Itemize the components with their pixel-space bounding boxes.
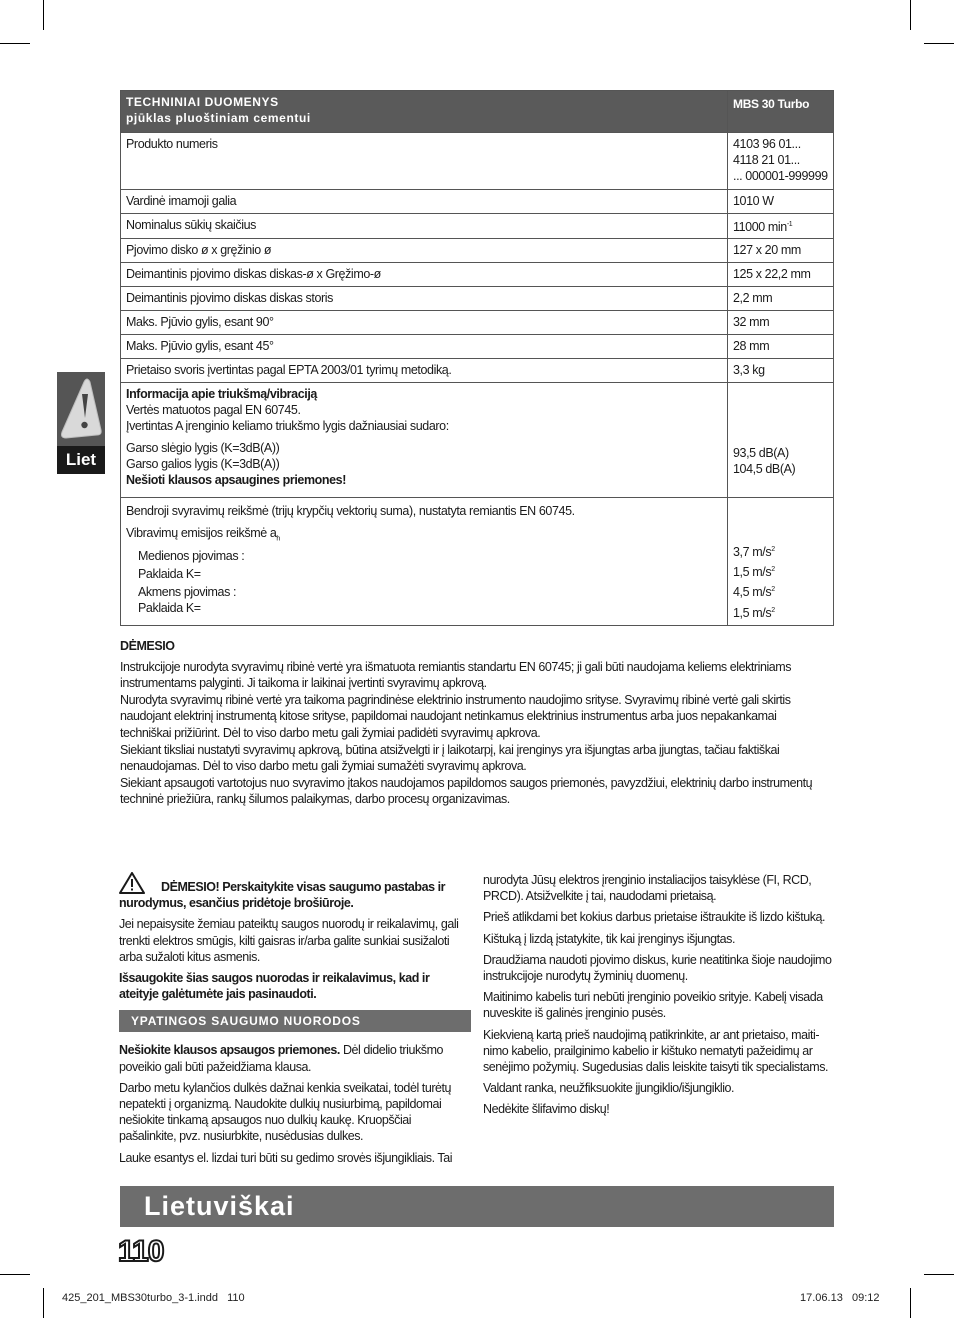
crop-mark	[43, 1288, 44, 1318]
safety-paragraph: Prieš atlikdami bet kokius darbus prietaise ištraukite iš lizdo kištuką.	[483, 910, 826, 925]
table-row	[121, 214, 834, 239]
table-row	[121, 190, 834, 214]
attention-line: techninė priežiūra, rankų šilumos palaikymas, darbo procesų organizavimas.	[120, 792, 510, 807]
safety-paragraph: Nešiokite klausos apsaugos priemones. Dėl didelio triukšmo poveikio gali būti pažeidžiama klausa.	[119, 1043, 444, 1074]
exclamation-icon	[57, 372, 105, 446]
safety-paragraph: Valdant ranka, neužfiksuokite įjungiklio/išjungiklio.	[483, 1081, 735, 1096]
ear-protection-note: Nešioti klausos apsaugines priemones!	[126, 473, 346, 488]
safety-paragraph: Maitinimo kabelis turi nebūti įrenginio poveikio srityje. Kabelį visada nuveskite iš galinės įrenginio pusės.	[483, 990, 823, 1021]
safety-paragraph: Draudžiama naudoti pjovimo diskus, kurie neatitinka šioje naudojimo instrukcijoje nurodytų žyminių duomenų.	[483, 952, 832, 984]
table-row	[121, 133, 834, 190]
warning-panel	[57, 372, 105, 446]
language-side-tab	[57, 372, 105, 474]
table-row	[121, 359, 834, 383]
row-value: 32 mm	[728, 311, 834, 335]
crop-mark	[0, 1274, 30, 1275]
table-row	[121, 335, 834, 359]
safety-left-column	[119, 872, 471, 1171]
attention-section	[120, 638, 834, 808]
row-value: 3,3 kg	[728, 359, 834, 383]
table-header-title: TECHNINIAI DUOMENYS pjūklas pluoštiniam cementui	[121, 91, 728, 133]
safety-paragraph: nurodyta Jūsų elektros įrenginio instaliacijos taisyklėse (FI, RCD, PRCD). Atsižvelkite į tai, naudodami prietaisą.	[483, 873, 812, 904]
safety-warning: DĖMESIO! Perskaitykite visas saugumo pastabas ir nurodymus, esančius pridėtoje brošiūroje.	[119, 872, 471, 911]
row-label: Deimantinis pjovimo diskas diskas storis	[121, 287, 728, 311]
safety-paragraph: Nedėkite šlifavimo diskų!	[483, 1102, 610, 1117]
language-title-bar: Lietuviškai	[120, 1186, 834, 1227]
safety-right-column	[483, 872, 835, 1123]
crop-mark	[910, 1288, 911, 1318]
table-row	[121, 311, 834, 335]
crop-mark	[0, 43, 30, 44]
table-header-model: MBS 30 Turbo	[728, 91, 834, 133]
table-row	[121, 239, 834, 263]
safety-paragraph: Kištuką į lizdą įstatykite, tik kai įrenginys išjungtas.	[483, 931, 735, 946]
row-label: Maks. Pjūvio gylis, esant 90°	[121, 311, 728, 335]
row-label: Maks. Pjūvio gylis, esant 45°	[121, 335, 728, 359]
attention-line: naudojant elektrinį instrumentą kitose srityse, papildomai naudojant netinkamus elektrinius instrumentus arba juos nepakankamai	[120, 709, 777, 724]
row-label: Produkto numeris	[121, 133, 728, 190]
page-number: 110	[118, 1235, 164, 1268]
crop-mark	[924, 1274, 954, 1275]
safety-paragraph: Jei nepaisysite žemiau pateiktų saugos nuorodų ir reikalavimų, gali trenkti elektros smūgis, kilti gaisras ir/arba galite sunkiai susižaloti arba sužaloti kitus asmenis.	[119, 917, 459, 964]
row-label: Nominalus sūkių skaičius	[121, 214, 728, 239]
vibration-info: Bendroji svyravimų reikšmė (trijų krypčių vektorių suma), nustatyta remiantis EN 60745. Vibravimų emisijos reikšmė $a_h$ Medienos pjovimas : Paklaida K= Akmens pjovimas : Paklaida K=	[121, 498, 728, 626]
row-value: 1010 W	[728, 190, 834, 214]
attention-heading: DĖMESIO	[120, 639, 175, 653]
section-title-bar: YPATINGOS SAUGUMO NUORODOS	[119, 1010, 471, 1032]
row-label: Pjovimo disko ø x gręžinio ø	[121, 239, 728, 263]
noise-values: 93,5 dB(A) 104,5 dB(A)	[728, 383, 834, 498]
safety-paragraph: Išsaugokite šias saugos nuorodas ir reikalavimus, kad ir ateityje galėtumėte jais pasinaudoti.	[119, 971, 430, 1002]
slug-date-time: 17.06.13 09:12	[800, 1292, 880, 1304]
noise-info: Informacija apie triukšmą/vibraciją Vertės matuotos pagal EN 60745. Įvertintas A įrenginio keliamo triukšmo lygis dažniausiai sudaro: Garso slėgio lygis (K=3dB(A)) Garso galios lygis (K=3dB(A)) Nešioti klausos apsaugines priemones!	[121, 383, 728, 498]
row-value: 28 mm	[728, 335, 834, 359]
attention-line: techniškai prižiūrint. Dėl to viso darbo metu gali žymiai padidėti svyravimų apkrova.	[120, 725, 541, 740]
safety-paragraph: Kiekvieną kartą prieš naudojimą patikrinkite, ar ant prietaiso, maiti-nimo kabelio, prailginimo kabelio ir kištuko nematyti pažeidimų ar senėjimo požymių. Sugedusias dalis leiskite taisyti tik specialistams.	[483, 1027, 829, 1075]
table-header-row	[121, 91, 834, 133]
attention-line: Instrukcijoje nurodyta svyravimų ribinė vertė yra išmatuota remiantis standartu EN 60745; ji gali būti naudojama keliems elektriniams	[120, 659, 792, 674]
slug-file-info: 425_201_MBS30turbo_3-1.indd 110	[62, 1292, 245, 1304]
row-value: 125 x 22,2 mm	[728, 263, 834, 287]
vibration-values: 3,7 $m/s^2$ 1,5 $m/s^2$ 4,5 $m/s^2$ 1,5 $m/s^2$	[728, 498, 834, 626]
row-label: Deimantinis pjovimo diskas diskas-ø x Gręžimo-ø	[121, 263, 728, 287]
vibration-row	[121, 498, 834, 626]
attention-line: Siekiant tiksliai nustatyti svyravimų apkrovą, būtina atsižvelgti ir į laikotarpį, kai įrenginys yra išjungtas arba įjungtas, tačiau faktiškai	[120, 742, 780, 757]
crop-mark	[924, 43, 954, 44]
attention-line: Siekiant apsaugoti vartotojus nuo svyravimo įtakos naudojamos papildomos saugos priemonės, pavyzdžiui, elektrinių darbo instrumentų	[120, 775, 813, 790]
safety-paragraph: Lauke esantys el. lizdai turi būti su gedimo srovės išjungikliais. Tai	[119, 1150, 453, 1165]
row-value: 11000 $\min^{-1}$	[728, 214, 834, 239]
noise-row	[121, 383, 834, 498]
language-tab-label: Liet	[57, 446, 105, 474]
row-value: 127 x 20 mm	[728, 239, 834, 263]
attention-line: Nurodyta svyravimų ribinė vertė yra taikoma pagrindinėse elektrinio instrumento naudojimo srityse. Svyravimų ribinė vertė gali skirtis	[120, 692, 791, 707]
crop-mark	[43, 0, 44, 30]
warning-triangle-icon	[119, 872, 145, 894]
row-value: 2,2 mm	[728, 287, 834, 311]
safety-paragraph: Darbo metu kylančios dulkės dažnai kenkia sveikatai, todėl turėtų nepatekti į organizmą. Naudokite dulkių nusiurbimą, papildomai nešiokite tinkamą apsaugos nuo dulkių kaukę. Kruopščiai pašalinkite, pvz. nusiurbkite, nusėdusias dulkes.	[119, 1080, 452, 1144]
noise-title: Informacija apie triukšmą/vibraciją	[126, 387, 317, 402]
technical-data-table	[120, 90, 834, 626]
table-row	[121, 263, 834, 287]
row-label: Prietaiso svoris įvertintas pagal EPTA 2003/01 tyrimų metodiką.	[121, 359, 728, 383]
row-label: Vardinė imamoji galia	[121, 190, 728, 214]
attention-line: nenaudojamas. Dėl to viso darbo metu gali žymiai sumažėti svyravimų apkrova.	[120, 759, 527, 774]
table-row	[121, 287, 834, 311]
row-value: 4103 96 01... 4118 21 01... ... 000001-999999	[728, 133, 834, 190]
crop-mark	[910, 0, 911, 30]
attention-line: instrumentams palyginti. Ji taikoma ir laikinai įvertinti svyravimų apkrovą.	[120, 676, 487, 691]
